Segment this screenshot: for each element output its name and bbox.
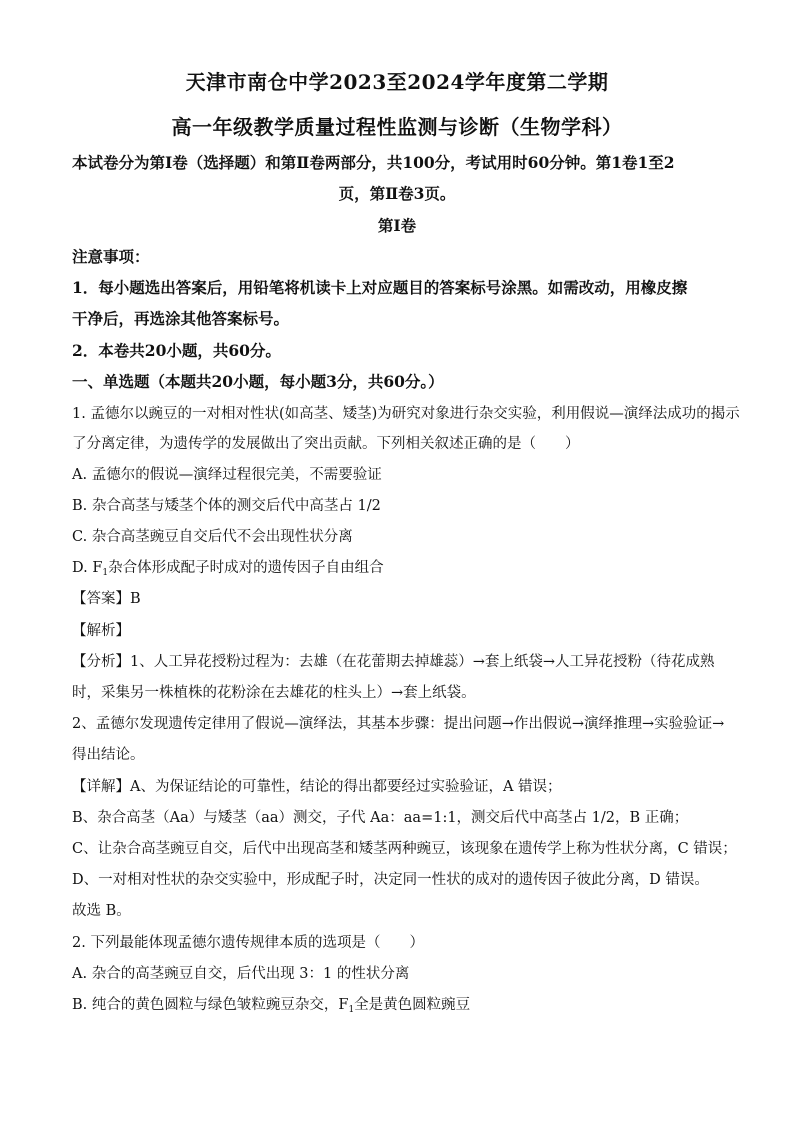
q1-conclusion: 故选 B。 (72, 903, 131, 919)
q1-detail-a: 【详解】A、为保证结论的可靠性，结论的得出都要经过实验验证，A 错误； (72, 779, 562, 795)
notice-heading: 注意事项： (72, 247, 150, 266)
exam-title-line1: 天津市南仓中学2023至2024学年度第二学期 (185, 70, 609, 94)
q2-option-a: A. 杂合的高茎豌豆自交，后代出现 3：1 的性状分离 (72, 966, 410, 982)
q1-stem-line2: 了分离定律，为遗传学的发展做出了突出贡献。下列相关叙述正确的是（ ） (72, 436, 580, 452)
q1-option-c: C. 杂合高茎豌豆自交后代不会出现性状分离 (72, 529, 353, 545)
q1-detail-d: D、一对相对性状的杂交实验中，形成配子时，决定同一性状的成对的遗传因子彼此分离，D 错误。 (72, 872, 709, 888)
q1-fenxi-line2: 时，采集另一株植株的花粉涂在去雄花的柱头上）→套上纸袋。 (72, 685, 476, 701)
q2-option-b-text: 全是黄色圆粒豌豆 (354, 997, 471, 1013)
q1-option-b: B. 杂合高茎与矮茎个体的测交后代中高茎占 1/2 (72, 498, 381, 514)
notice-item1-line2: 干净后，再选涂其他答案标号。 (72, 309, 290, 328)
q1-answer: 【答案】B (72, 591, 141, 607)
q1-fenxi2-line1: 2、孟德尔发现遗传定律用了假说—演绎法，其基本步骤：提出问题→作出假说→演绎推理→实验验证→ (72, 716, 725, 732)
q1-detail-c: C、让杂合高茎豌豆自交，后代中出现高茎和矮茎两种豌豆，该现象在遗传学上称为性状分离，C 错误； (72, 841, 737, 857)
q1-option-a: A. 孟德尔的假说—演绎过程很完美，不需要验证 (72, 467, 382, 483)
q1-option-d-subscript: 1 (102, 568, 109, 578)
q2-option-b-prefix: B. 纯合的黄色圆粒与绿色皱粒豌豆杂交，F (72, 997, 349, 1013)
q1-analysis-label: 【解析】 (72, 623, 130, 639)
q1-detail-b: B、杂合高茎（Aa）与矮茎（aa）测交，子代 Aa：aa=1:1，测交后代中高茎占 1/2，B 正确； (72, 810, 689, 826)
section1-heading: 一、单选题（本题共20小题，每小题3分，共60分。） (72, 372, 444, 391)
q1-option-d-prefix: D. F (72, 560, 103, 576)
q1-fenxi-line1: 【分析】1、人工异花授粉过程为：去雄（在花蕾期去掉雄蕊）→套上纸袋→人工异花授粉（待花成熟 (72, 654, 715, 670)
exam-title-line2: 高一年级教学质量过程性监测与诊断（生物学科） (171, 115, 623, 139)
q1-stem-line1: 1. 孟德尔以豌豆的一对相对性状(如高茎、矮茎)为研究对象进行杂交实验，利用假说—演绎法成功的揭示 (72, 406, 740, 422)
q2-option-b (72, 993, 470, 1015)
q1-option-d (72, 556, 384, 578)
q2-option-b-subscript: 1 (348, 1005, 355, 1015)
volume-heading: 第Ⅰ卷 (377, 216, 417, 235)
notice-item2: 2．本卷共20小题，共60分。 (72, 341, 281, 360)
notice-item1-line1: 1．每小题选出答案后，用铅笔将机读卡上对应题目的答案标号涂黑。如需改动，用橡皮擦 (72, 278, 688, 297)
intro-line2: 页，第Ⅱ卷3页。 (338, 184, 456, 203)
intro-line1: 本试卷分为第Ⅰ卷（选择题）和第Ⅱ卷两部分，共100分，考试用时60分钟。第1卷1至2 (72, 153, 675, 172)
q2-stem: 2. 下列最能体现孟德尔遗传规律本质的选项是（ ） (72, 935, 424, 951)
q1-option-d-text: 杂合体形成配子时成对的遗传因子自由组合 (108, 560, 384, 576)
q1-fenxi2-line2: 得出结论。 (72, 747, 145, 763)
